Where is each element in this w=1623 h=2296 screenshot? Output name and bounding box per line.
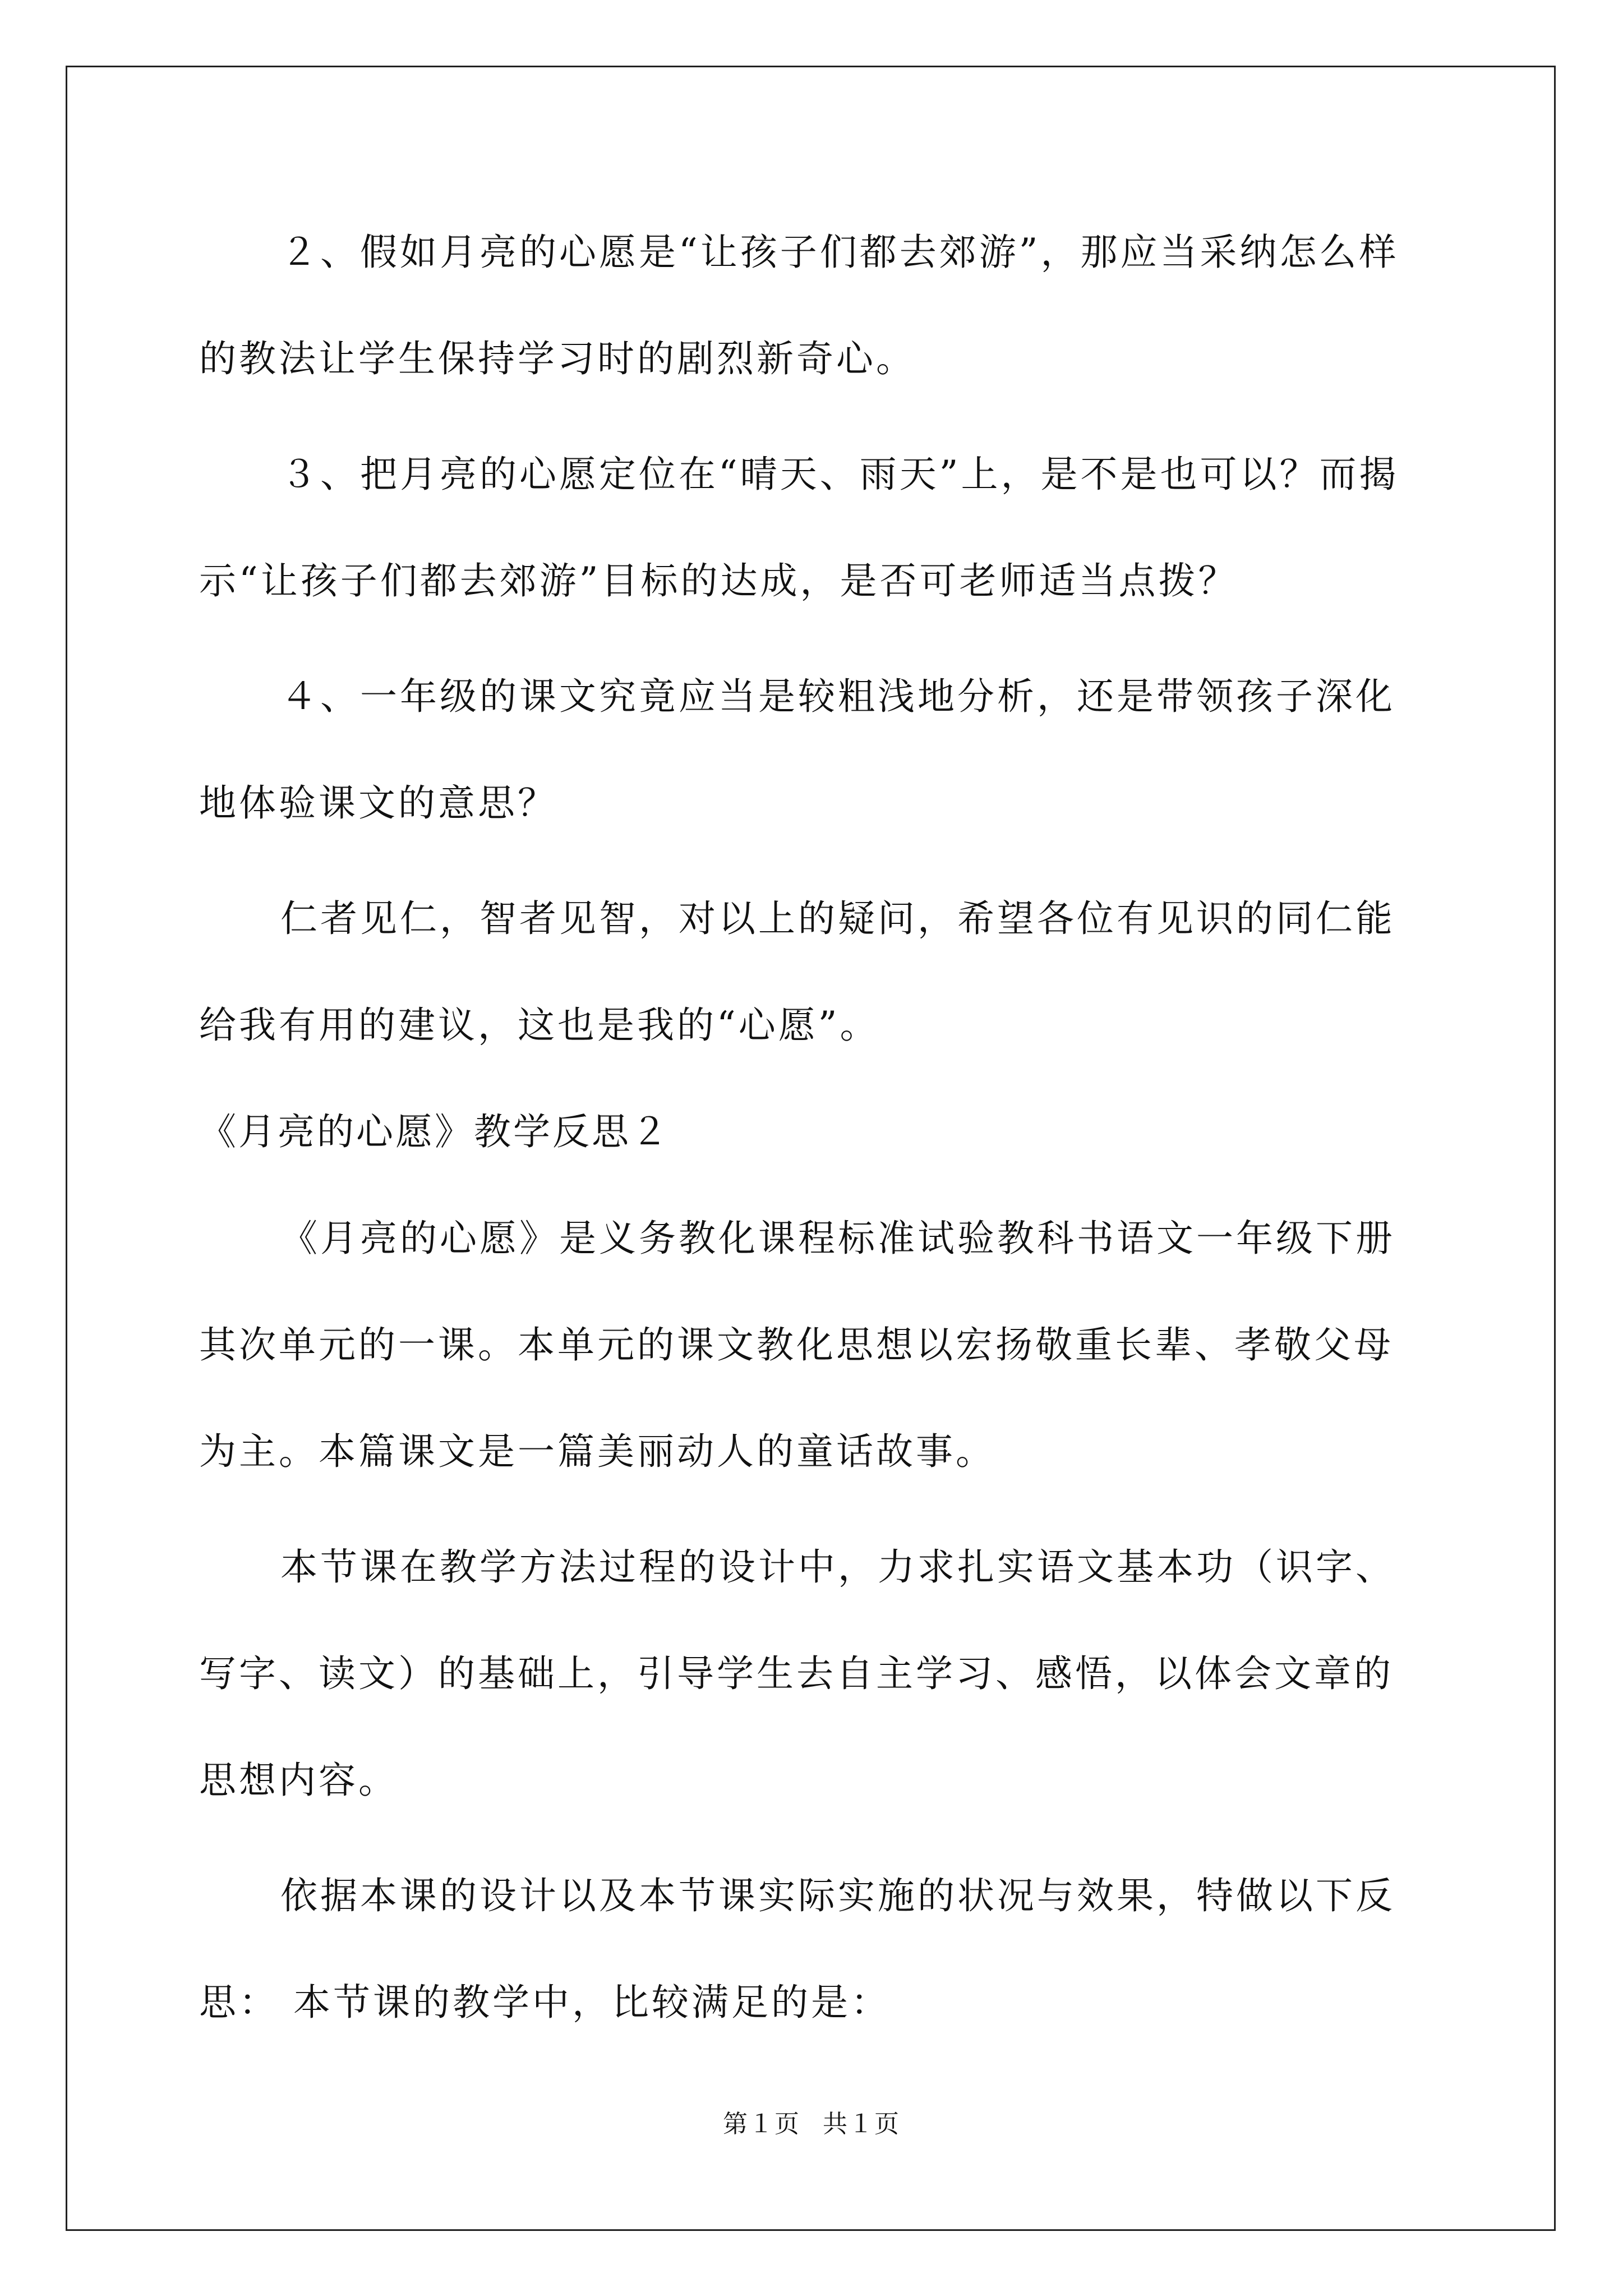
paragraph-closing: 仁者见仁，智者见智，对以上的疑问，希望各位有见识的同仁能给我有用的建议，这也是我的“心愿”。 (199, 897, 1395, 1047)
paragraph-4: ４、一年级的课文究竟应当是较粗浅地分析，还是带领孩子深化地体验课文的意思？ (199, 675, 1395, 825)
document-body (199, 199, 1427, 2056)
paragraph-intro: 《月亮的心愿》是义务教化课程标准试验教科书语文一年级下册其次单元的一课。本单元的课文教化思想以宏扬敬重长辈、孝敬父母为主。本篇课文是一篇美丽动人的童话故事。 (199, 1217, 1395, 1473)
paragraph-3: ３、把月亮的心愿定位在“晴天、雨天”上，是不是也可以？而揭示“让孩子们都去郊游”目标的达成，是否可老师适当点拨？ (199, 453, 1399, 602)
page-total: 共１页 (823, 2110, 900, 2138)
section-heading: 《月亮的心愿》教学反思２ (199, 1110, 670, 1153)
paragraph-method: 本节课在教学方法过程的设计中，力求扎实语文基本功（识字、写字、读文）的基础上，引导学生去自主学习、感悟，以体会文章的思想内容。 (199, 1545, 1395, 1802)
paragraph-reflection: 依据本课的设计以及本节课实际实施的状况与效果，特做以下反思： 本节课的教学中，比较满足的是： (199, 1874, 1395, 2024)
page-footer (0, 2104, 1623, 2139)
paragraph-2: ２、假如月亮的心愿是“让孩子们都去郊游”，那应当采纳怎么样的教法让学生保持学习时的剧烈新奇心。 (199, 231, 1399, 380)
page-number: 第１页 (723, 2110, 800, 2138)
